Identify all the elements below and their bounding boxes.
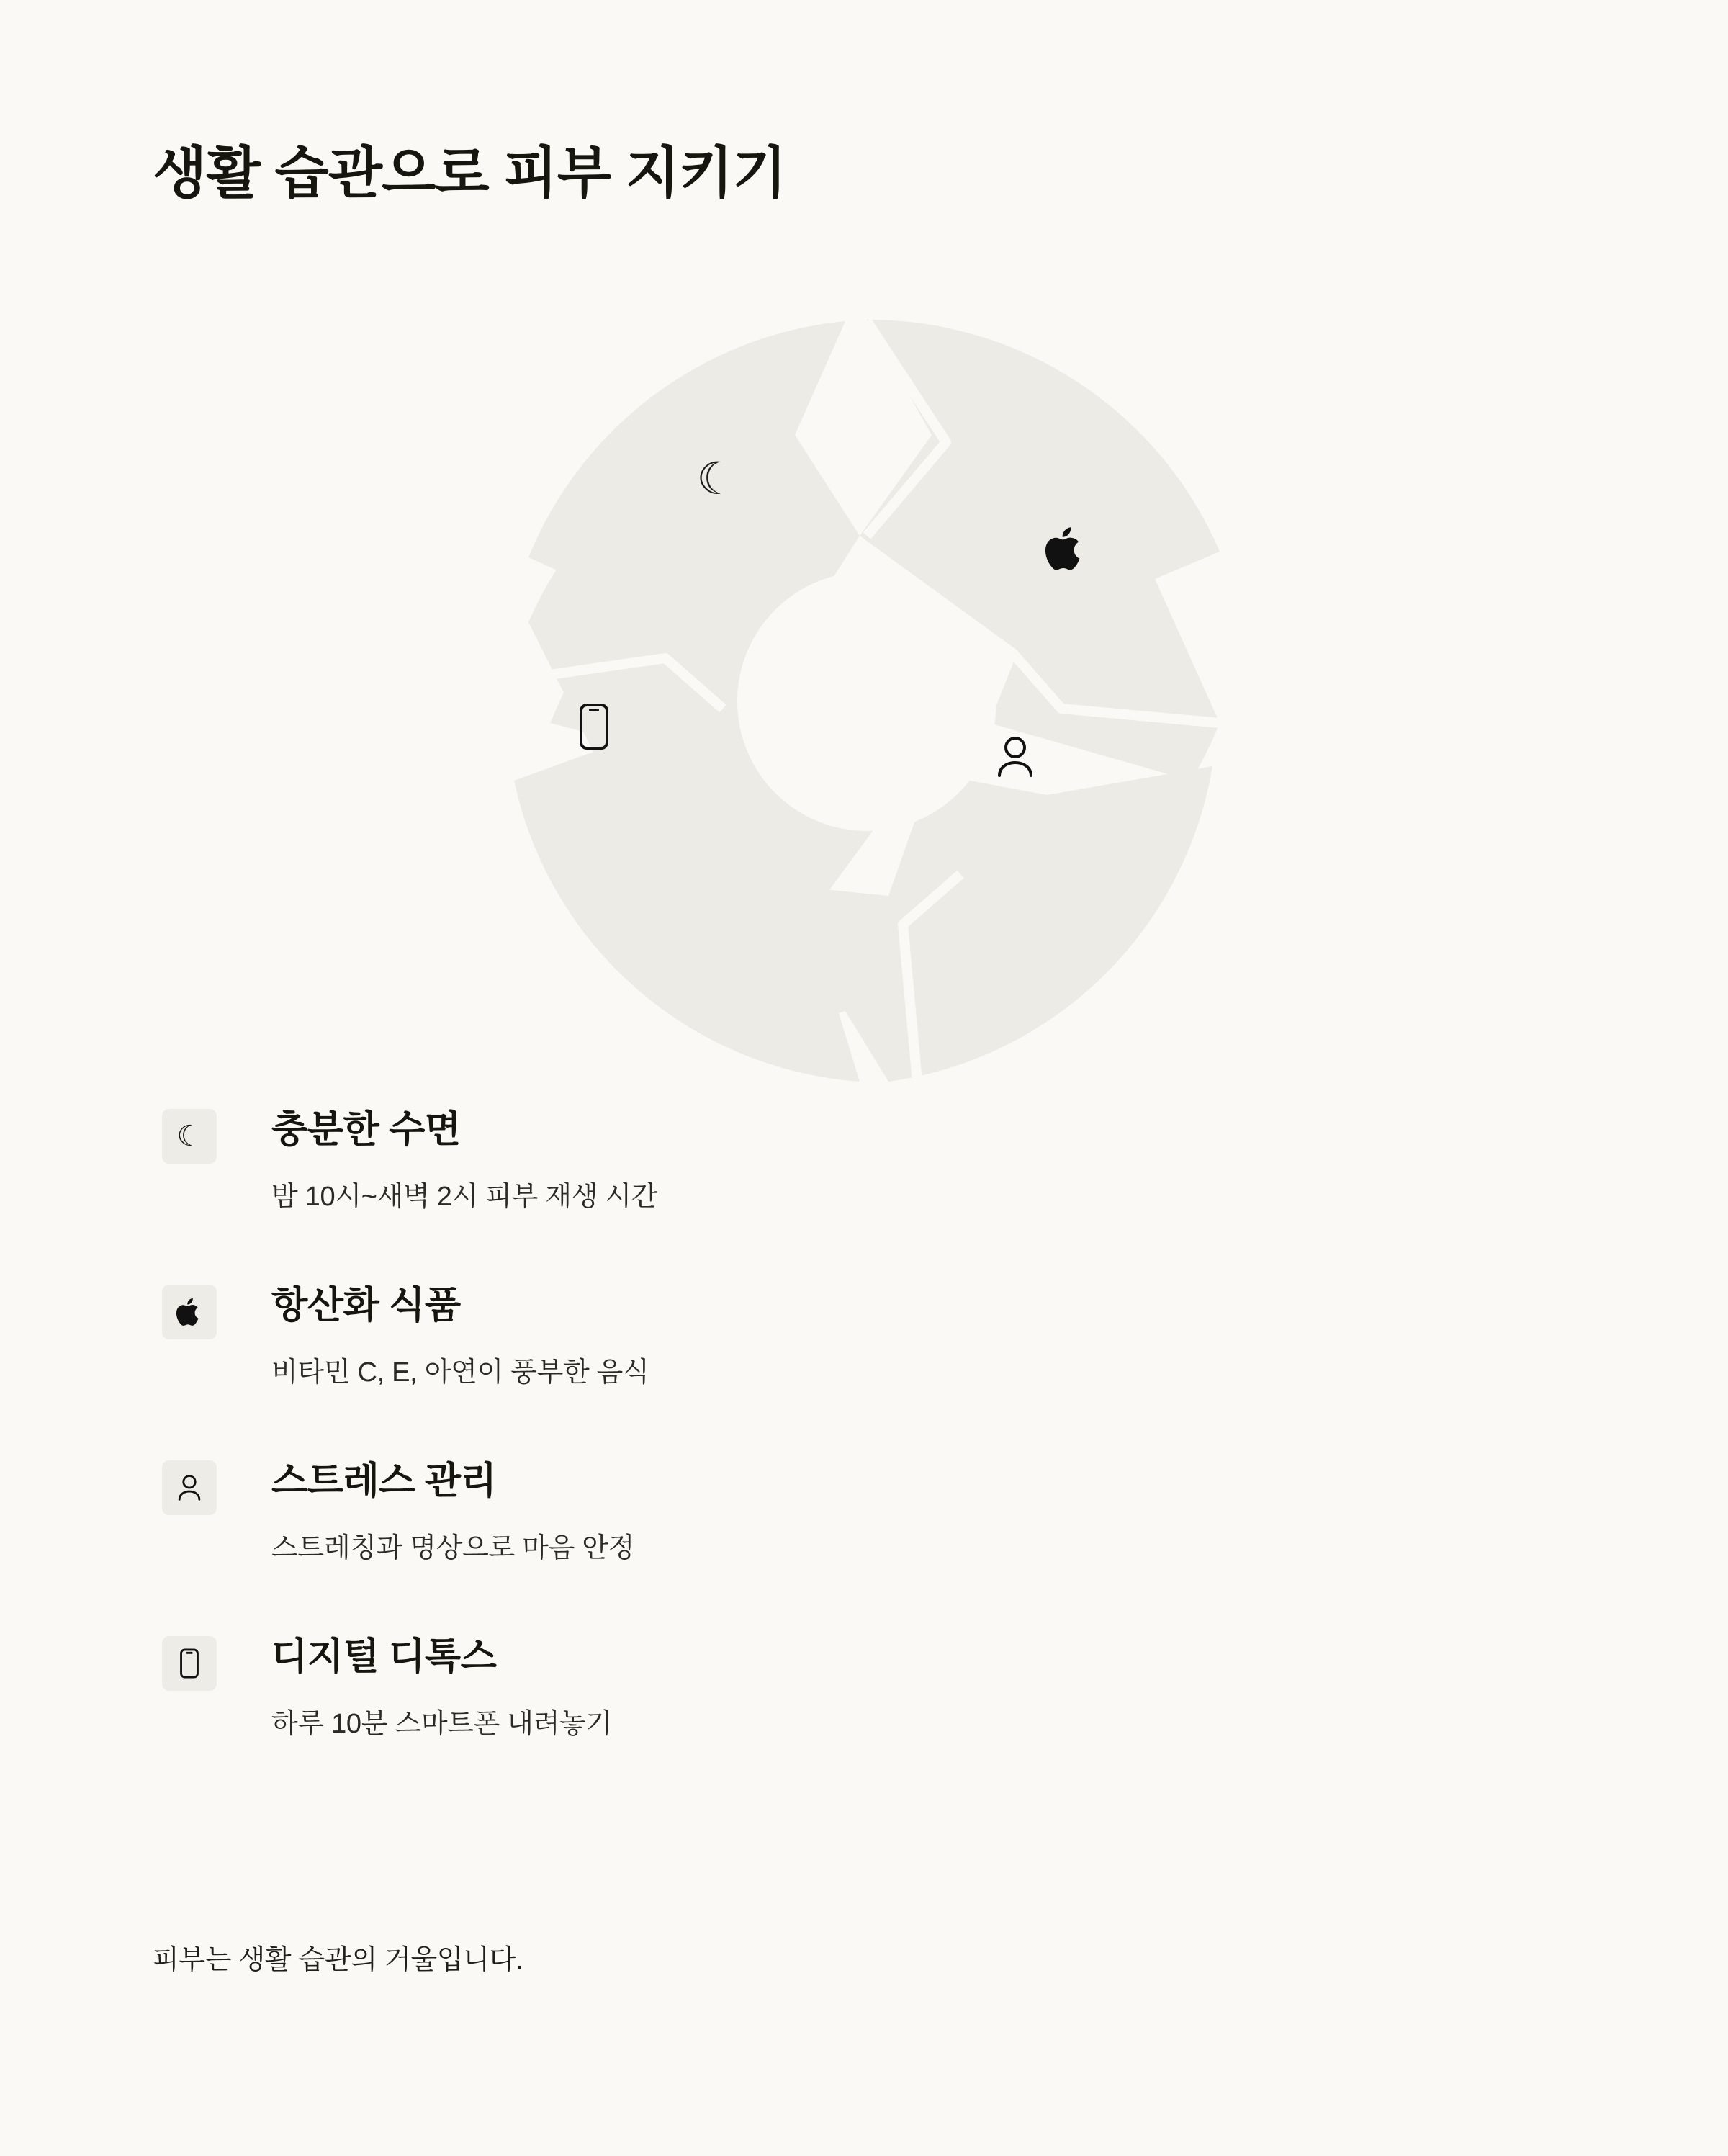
list-item xyxy=(153,1460,1377,1568)
apple-icon xyxy=(1033,526,1098,571)
list-item-description: 밤 10시~새벽 2시 피부 재생 시간 xyxy=(271,1181,658,1212)
moon-icon: ☾ xyxy=(696,454,737,504)
list-item xyxy=(153,1285,1377,1393)
person-icon xyxy=(983,735,1048,779)
list-item xyxy=(153,1109,1377,1217)
apple-icon xyxy=(162,1285,217,1339)
phone-icon xyxy=(562,703,626,750)
lifestyle-tip-list xyxy=(153,1109,1377,1812)
donut-center-hole xyxy=(737,572,996,831)
footnote: 피부는 생활 습관의 거울입니다. xyxy=(153,1945,523,1975)
lifestyle-cycle-diagram xyxy=(485,320,1248,1083)
list-item-heading: 충분한 수면 xyxy=(271,1109,461,1151)
moon-icon: ☾ xyxy=(162,1109,217,1164)
phone-icon xyxy=(162,1636,217,1691)
page-title: 생활 습관으로 피부 지키기 xyxy=(153,141,786,205)
person-icon xyxy=(162,1460,217,1515)
list-item-description: 비타민 C, E, 아연이 풍부한 음식 xyxy=(271,1357,649,1388)
list-item-heading: 디지털 디톡스 xyxy=(271,1636,497,1678)
list-item-heading: 항산화 식품 xyxy=(271,1285,461,1326)
list-item xyxy=(153,1636,1377,1744)
list-item-description: 스트레칭과 명상으로 마음 안정 xyxy=(271,1532,635,1563)
list-item-description: 하루 10분 스마트폰 내려놓기 xyxy=(271,1708,612,1739)
list-item-heading: 스트레스 관리 xyxy=(271,1460,497,1502)
